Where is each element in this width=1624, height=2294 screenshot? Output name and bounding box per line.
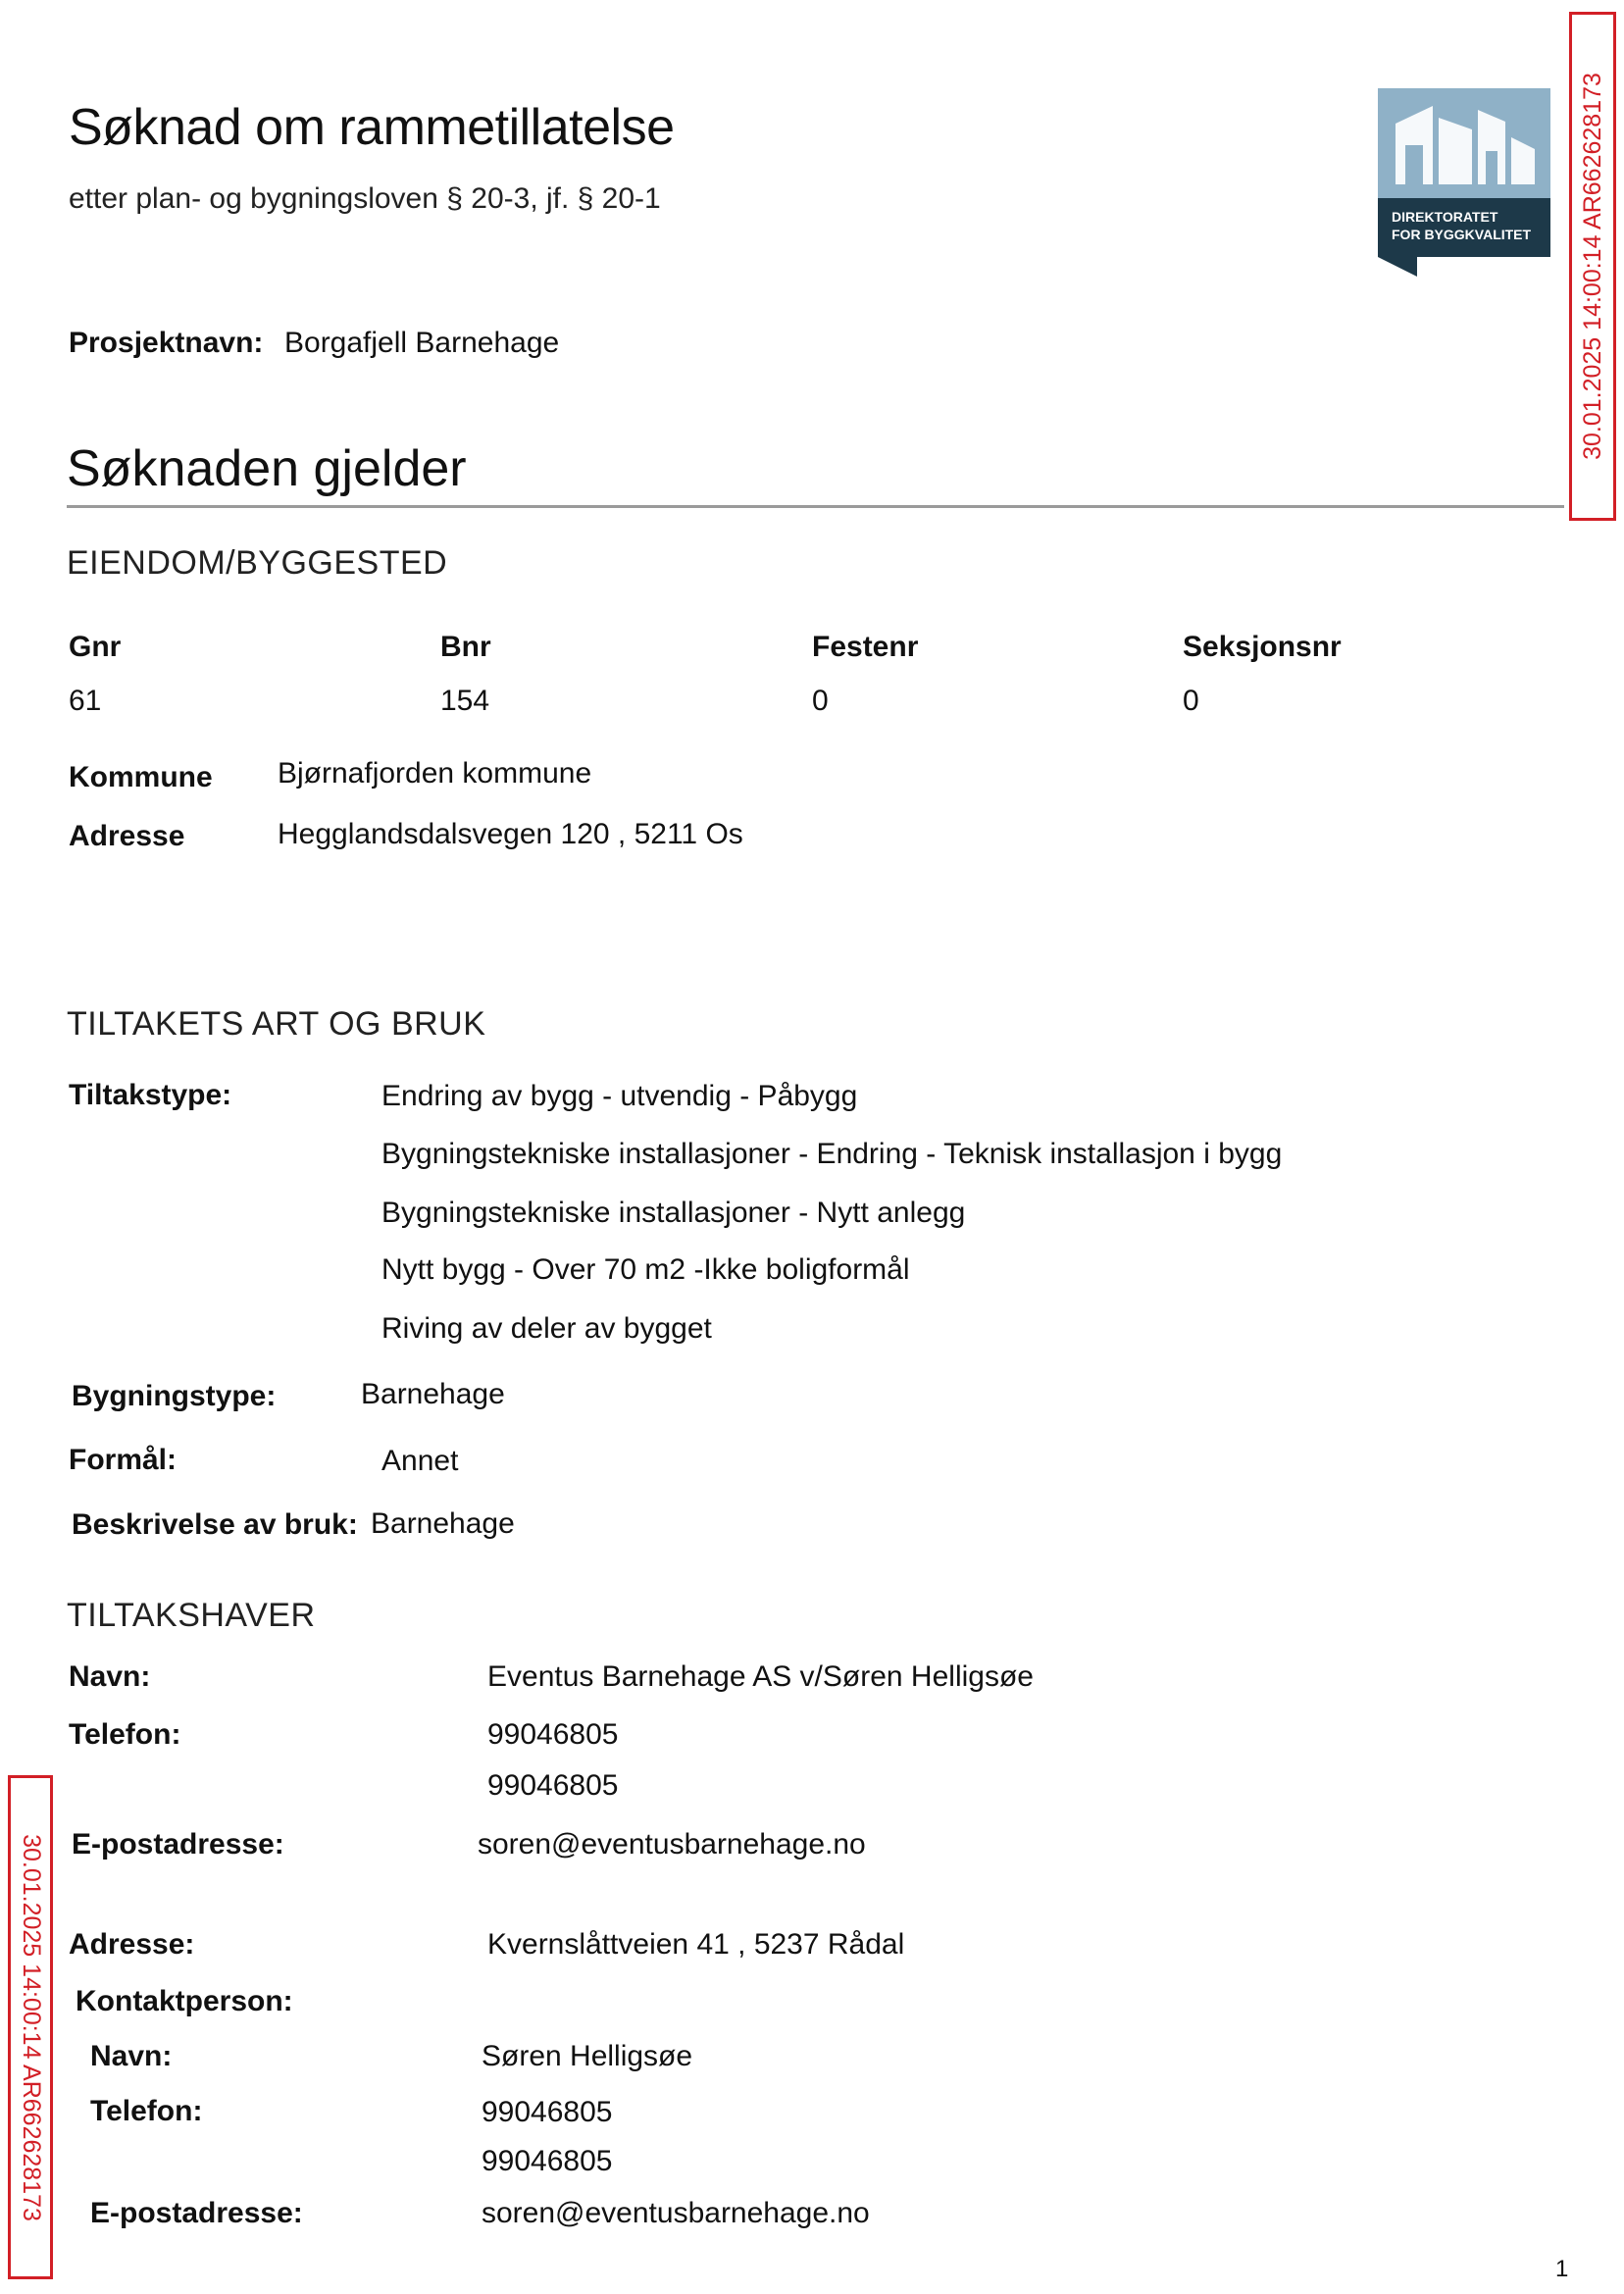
tiltakshaver-navn-value: Eventus Barnehage AS v/Søren Helligsøe	[487, 1660, 1034, 1693]
kontakt-epost-value: soren@eventusbarnehage.no	[482, 2197, 870, 2229]
document-title: Søknad om rammetillatelse	[69, 99, 675, 156]
tiltakshaver-telefon-value: 99046805	[487, 1769, 619, 1802]
kommune-label: Kommune	[69, 761, 213, 793]
project-value: Borgafjell Barnehage	[284, 327, 560, 359]
bnr-value: 154	[440, 685, 490, 717]
seksjonsnr-value: 0	[1183, 685, 1199, 717]
seksjonsnr-label: Seksjonsnr	[1183, 631, 1342, 663]
tiltakshaver-adresse-value: Kvernslåttveien 41 , 5237 Rådal	[487, 1928, 905, 1961]
formal-label: Formål:	[69, 1444, 178, 1476]
tiltakshaver-telefon-value: 99046805	[487, 1718, 619, 1751]
bnr-label: Bnr	[440, 631, 491, 663]
tiltakshaver-epost-value: soren@eventusbarnehage.no	[478, 1828, 866, 1861]
kontakt-navn-value: Søren Helligsøe	[482, 2040, 693, 2072]
festenr-value: 0	[812, 685, 829, 717]
tiltakshaver-epost-label: E-postadresse:	[72, 1828, 284, 1861]
tiltakstype-item: Riving av deler av bygget	[381, 1312, 712, 1345]
tiltakstype-item: Nytt bygg - Over 70 m2 -Ikke boligformål	[381, 1253, 910, 1286]
formal-value: Annet	[381, 1445, 459, 1477]
dibk-logo	[1378, 88, 1550, 281]
adresse-label: Adresse	[69, 820, 185, 852]
stamp-text: 30.01.2025 14:00:14 AR662628173	[17, 1833, 45, 2221]
tiltakstype-item: Bygningstekniske installasjoner - Nytt anlegg	[381, 1197, 966, 1229]
bygningstype-label: Bygningstype:	[72, 1380, 277, 1412]
beskrivelse-value: Barnehage	[371, 1507, 515, 1540]
kontakt-epost-label: E-postadresse:	[90, 2197, 303, 2229]
tiltak-heading: TILTAKETS ART OG BRUK	[67, 1005, 486, 1043]
tiltakshaver-telefon-label: Telefon:	[69, 1718, 181, 1751]
eiendom-heading: EIENDOM/BYGGESTED	[67, 544, 448, 582]
kommune-value: Bjørnafjorden kommune	[278, 757, 592, 790]
stamp-text: 30.01.2025 14:00:14 AR662628173	[1578, 73, 1606, 460]
tiltakshaver-heading: TILTAKSHAVER	[67, 1597, 316, 1634]
section-title: Søknaden gjelder	[67, 440, 467, 497]
gnr-value: 61	[69, 685, 102, 717]
beskrivelse-label: Beskrivelse av bruk:	[72, 1508, 358, 1541]
section-divider	[67, 505, 1564, 508]
adresse-value: Hegglandsdalsvegen 120 , 5211 Os	[278, 818, 743, 850]
logo-text-line1: DIREKTORATET	[1392, 209, 1498, 225]
tiltakshaver-navn-label: Navn:	[69, 1660, 151, 1693]
kontaktperson-label: Kontaktperson:	[76, 1985, 293, 2017]
logo-text-line2: FOR BYGGKVALITET	[1392, 227, 1532, 242]
tiltakstype-label: Tiltakstype:	[69, 1079, 232, 1111]
dibk-logo-graphic	[1378, 88, 1550, 277]
kontakt-telefon-value: 99046805	[482, 2096, 613, 2128]
document-subtitle: etter plan- og bygningsloven § 20-3, jf. § 20-1	[69, 182, 661, 215]
received-stamp-left	[8, 1775, 53, 2279]
gnr-label: Gnr	[69, 631, 122, 663]
page-number: 1	[1555, 2256, 1569, 2282]
kontakt-telefon-value: 99046805	[482, 2145, 613, 2177]
festenr-label: Festenr	[812, 631, 919, 663]
kontakt-navn-label: Navn:	[90, 2040, 173, 2072]
kontakt-telefon-label: Telefon:	[90, 2095, 203, 2127]
received-stamp-top-right	[1569, 12, 1616, 521]
tiltakstype-item: Bygningstekniske installasjoner - Endring - Teknisk installasjon i bygg	[381, 1138, 1283, 1170]
project-label: Prosjektnavn:	[69, 327, 264, 359]
tiltakshaver-adresse-label: Adresse:	[69, 1928, 195, 1961]
tiltakstype-item: Endring av bygg - utvendig - Påbygg	[381, 1080, 858, 1112]
bygningstype-value: Barnehage	[361, 1378, 505, 1410]
